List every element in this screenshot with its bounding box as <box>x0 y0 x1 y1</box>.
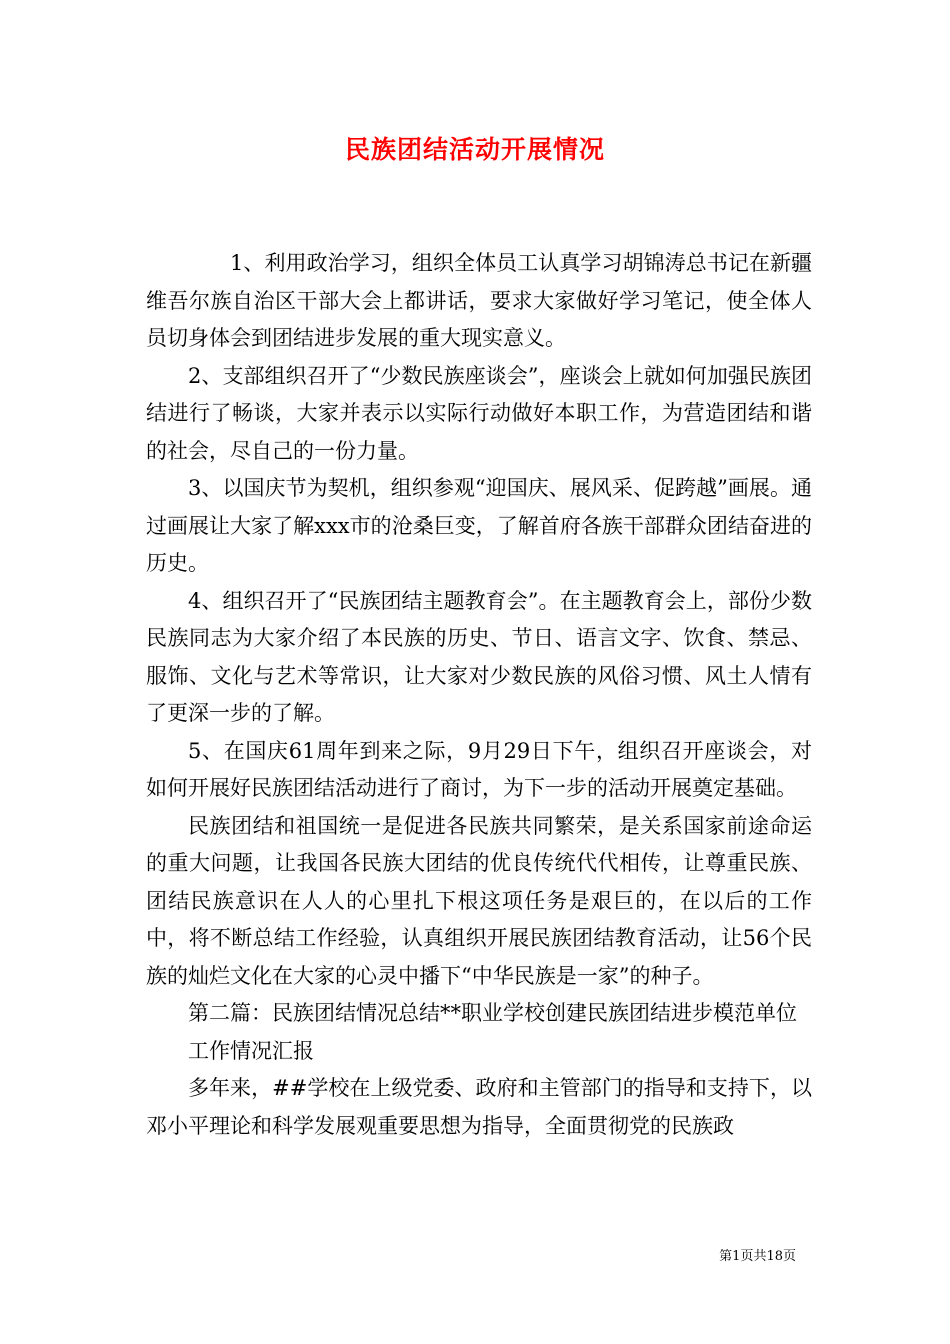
paragraph-5: 5、在国庆61周年到来之际，9月29日下午，组织召开座谈会，对如何开展好民族团结活动进行了商讨，为下一步的活动开展奠定基础。 <box>146 738 812 800</box>
paragraph-2: 2、支部组织召开了“少数民族座谈会”，座谈会上就如何加强民族团结进行了畅谈，大家并表示以实际行动做好本职工作，为营造团结和谐的社会，尽自己的一份力量。 <box>146 363 812 463</box>
paragraph-1: 1、利用政治学习，组织全体员工认真学习胡锦涛总书记在新疆维吾尔族自治区干部大会上都讲话，要求大家做好学习笔记，使全体人员切身体会到团结进步发展的重大现实意义。 <box>146 251 812 350</box>
second-article-heading: 第二篇：民族团结情况总结**职业学校创建民族团结进步模范单位工作情况汇报 <box>188 1001 797 1063</box>
document-title: 民族团结活动开展情况 <box>344 135 605 164</box>
document-body <box>146 245 812 1145</box>
paragraph-second-article-intro: 多年来，##学校在上级党委、政府和主管部门的指导和支持下，以邓小平理论和科学发展观重要思想为指导，全面贯彻党的民族政 <box>146 1076 812 1138</box>
paragraph-4: 4、组织召开了“民族团结主题教育会”。在主题教育会上，部份少数民族同志为大家介绍了本民族的历史、节日、语言文字、饮食、禁忌、服饰、文化与艺术等常识，让大家对少数民族的风俗习惯、风土人情有了更深一步的了解。 <box>146 588 812 725</box>
paragraph-3: 3、以国庆节为契机，组织参观“迎国庆、展风采、促跨越”画展。通过画展让大家了解xxx市的沧桑巨变，了解首府各族干部群众团结奋进的历史。 <box>146 476 812 575</box>
page-number: 第1页共18页 <box>719 1249 796 1264</box>
paragraph-summary: 民族团结和祖国统一是促进各民族共同繁荣，是关系国家前途命运的重大问题，让我国各民族大团结的优良传统代代相传，让尊重民族、团结民族意识在人人的心里扎下根这项任务是艰巨的，在以后的工作中，将不断总结工作经验，认真组织开展民族团结教育活动，让56个民族的灿烂文化在大家的心灵中播下“中华民族是一家”的种子。 <box>146 813 812 988</box>
